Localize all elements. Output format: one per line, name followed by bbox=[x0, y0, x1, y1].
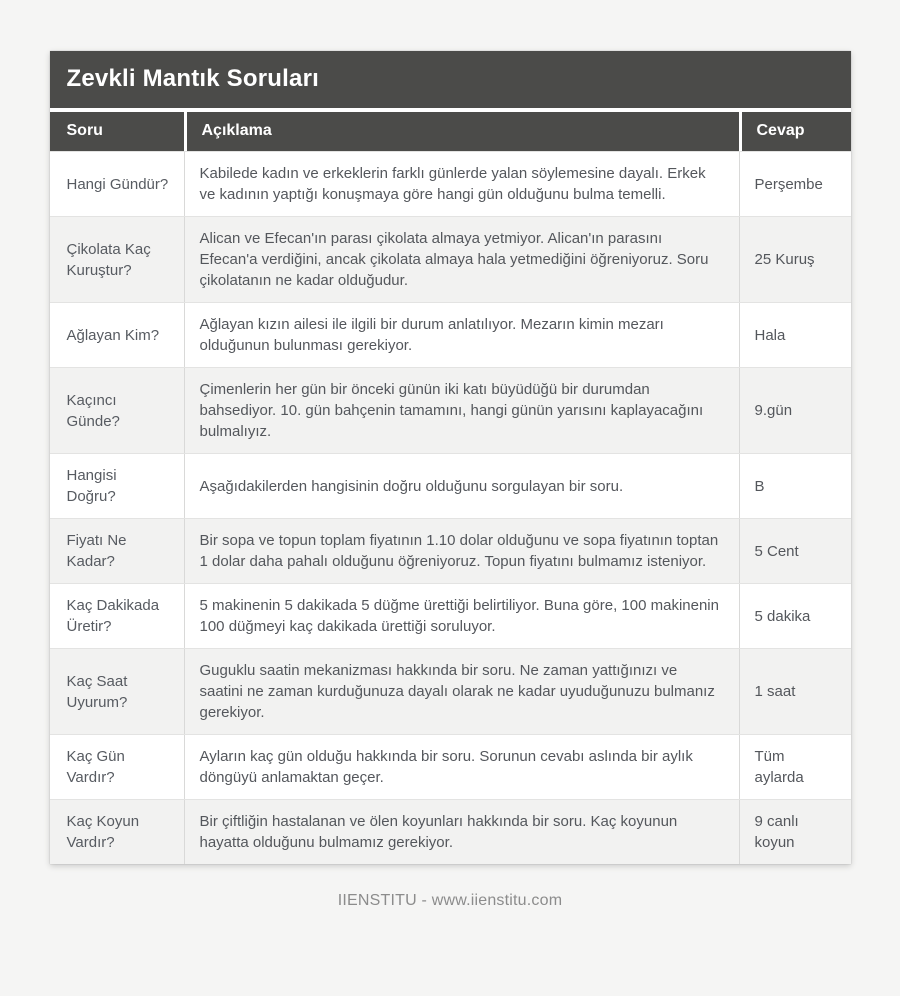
description-cell-text: 5 makinenin 5 dakikada 5 düğme ürettiği belirtiliyor. Buna göre, 100 makinenin 100 düğmeyi kaç dakikada ürettiği soruluyor. bbox=[199, 597, 719, 635]
question-cell bbox=[50, 368, 184, 453]
answer-cell-text: Perşembe bbox=[754, 175, 823, 193]
answer-cell-text: 1 saat bbox=[754, 683, 796, 700]
footer-credit: IIENSTITU - www.iienstitu.com bbox=[337, 892, 563, 909]
question-cell-text: Kaç Koyun Vardır? bbox=[66, 813, 140, 851]
answer-cell bbox=[739, 368, 851, 453]
question-cell-text: Kaç Saat Uyurum? bbox=[66, 672, 128, 711]
description-cell bbox=[184, 454, 739, 518]
description-cell-text: Kabilede kadın ve erkeklerin farklı günlerde yalan söylemesine dayalı. Erkek ve kadının yaptığı konuşmaya göre hangi gün olduğunu bulma temelli. bbox=[199, 165, 706, 203]
description-cell bbox=[184, 217, 739, 302]
description-cell bbox=[184, 152, 739, 216]
column-header-aciklama: Açıklama bbox=[184, 112, 739, 151]
question-cell-text: Fiyatı Ne Kadar? bbox=[66, 532, 127, 570]
logic-questions-card bbox=[50, 51, 851, 864]
description-cell-text: Bir çiftliğin hastalanan ve ölen koyunları hakkında bir soru. Kaç koyunun hayatta olduğunu bulmamız gerekiyor. bbox=[199, 813, 678, 851]
answer-cell bbox=[739, 303, 851, 367]
table-row bbox=[50, 648, 851, 734]
answer-cell-text: Tüm aylarda bbox=[754, 748, 804, 786]
description-cell-text: Ayların kaç gün olduğu hakkında bir soru. Sorunun cevabı aslında bir aylık döngüyü anlamaktan geçer. bbox=[199, 748, 693, 786]
question-cell-text: Hangisi Doğru? bbox=[66, 467, 117, 505]
table-body bbox=[50, 151, 851, 864]
answer-cell-text: 5 dakika bbox=[754, 607, 811, 625]
table-row bbox=[50, 583, 851, 648]
answer-cell-text: B bbox=[754, 477, 765, 495]
table-header-row bbox=[50, 112, 851, 151]
column-header-soru: Soru bbox=[66, 122, 103, 139]
answer-cell bbox=[739, 217, 851, 302]
table-row bbox=[50, 302, 851, 367]
question-cell bbox=[50, 519, 184, 583]
table-row bbox=[50, 518, 851, 583]
column-header-cevap: Cevap bbox=[739, 112, 851, 151]
question-cell bbox=[50, 217, 184, 302]
description-cell bbox=[184, 303, 739, 367]
question-cell-text: Kaç Dakikada Üretir? bbox=[66, 597, 160, 635]
table-row bbox=[50, 151, 851, 216]
question-cell bbox=[50, 152, 184, 216]
answer-cell-text: Hala bbox=[754, 326, 786, 344]
description-cell bbox=[184, 584, 739, 648]
description-cell-text: Alican ve Efecan'ın parası çikolata almaya yetmiyor. Alican'ın parasını Efecan'a verdiğini, ancak çikolata almaya hala yetmediğini öğreniyoruz. Soru çikolatanın ne kadar olduğudur. bbox=[199, 230, 709, 289]
description-cell-text: Bir sopa ve topun toplam fiyatının 1.10 dolar olduğunu ve sopa fiyatının toptan 1 dolar daha pahalı olduğunu öğreniyoruz. Topun fiyatını bulmamız isteniyor. bbox=[199, 532, 719, 570]
table-row bbox=[50, 453, 851, 518]
description-cell-text: Çimenlerin her gün bir önceki günün iki katı büyüdüğü bir durumdan bahsediyor. 10. gün bahçenin tamamını, hangi günün yarısını kaplayacağını bulmalıyız. bbox=[199, 381, 704, 440]
description-cell bbox=[184, 735, 739, 799]
answer-cell bbox=[739, 649, 851, 734]
table-row bbox=[50, 799, 851, 864]
answer-cell bbox=[739, 584, 851, 648]
question-cell-text: Hangi Gündür? bbox=[66, 175, 169, 193]
question-cell-text: Çikolata Kaç Kuruştur? bbox=[66, 240, 151, 279]
answer-cell-text: 9 canlı koyun bbox=[754, 813, 799, 851]
description-cell-text: Aşağıdakilerden hangisinin doğru olduğunu sorgulayan bir soru. bbox=[199, 477, 624, 495]
description-cell bbox=[184, 649, 739, 734]
table-row bbox=[50, 367, 851, 453]
question-cell-text: Kaç Gün Vardır? bbox=[66, 748, 125, 786]
answer-cell bbox=[739, 519, 851, 583]
question-cell bbox=[50, 584, 184, 648]
answer-cell bbox=[739, 152, 851, 216]
description-cell bbox=[184, 368, 739, 453]
question-cell bbox=[50, 649, 184, 734]
description-cell-text: Guguklu saatin mekanizması hakkında bir soru. Ne zaman yattığınızı ve saatini ne zaman kurduğunuza dayalı olarak ne kadar uyuduğunuzu bulmanız gerekiyor. bbox=[199, 662, 715, 721]
question-cell bbox=[50, 800, 184, 864]
question-cell bbox=[50, 454, 184, 518]
description-cell bbox=[184, 800, 739, 864]
question-cell bbox=[50, 303, 184, 367]
answer-cell-text: 25 Kuruş bbox=[754, 251, 815, 268]
answer-cell bbox=[739, 735, 851, 799]
question-cell-text: Ağlayan Kim? bbox=[66, 326, 160, 344]
description-cell bbox=[184, 519, 739, 583]
question-cell bbox=[50, 735, 184, 799]
table-row bbox=[50, 216, 851, 302]
answer-cell bbox=[739, 454, 851, 518]
answer-cell bbox=[739, 800, 851, 864]
card-title: Zevkli Mantık Soruları bbox=[50, 51, 851, 112]
description-cell-text: Ağlayan kızın ailesi ile ilgili bir durum anlatılıyor. Mezarın kimin mezarı olduğunun bulunması gerekiyor. bbox=[199, 316, 664, 354]
question-cell-text: Kaçıncı Günde? bbox=[66, 391, 120, 430]
answer-cell-text: 9.gün bbox=[754, 402, 793, 419]
table-row bbox=[50, 734, 851, 799]
answer-cell-text: 5 Cent bbox=[754, 542, 799, 560]
